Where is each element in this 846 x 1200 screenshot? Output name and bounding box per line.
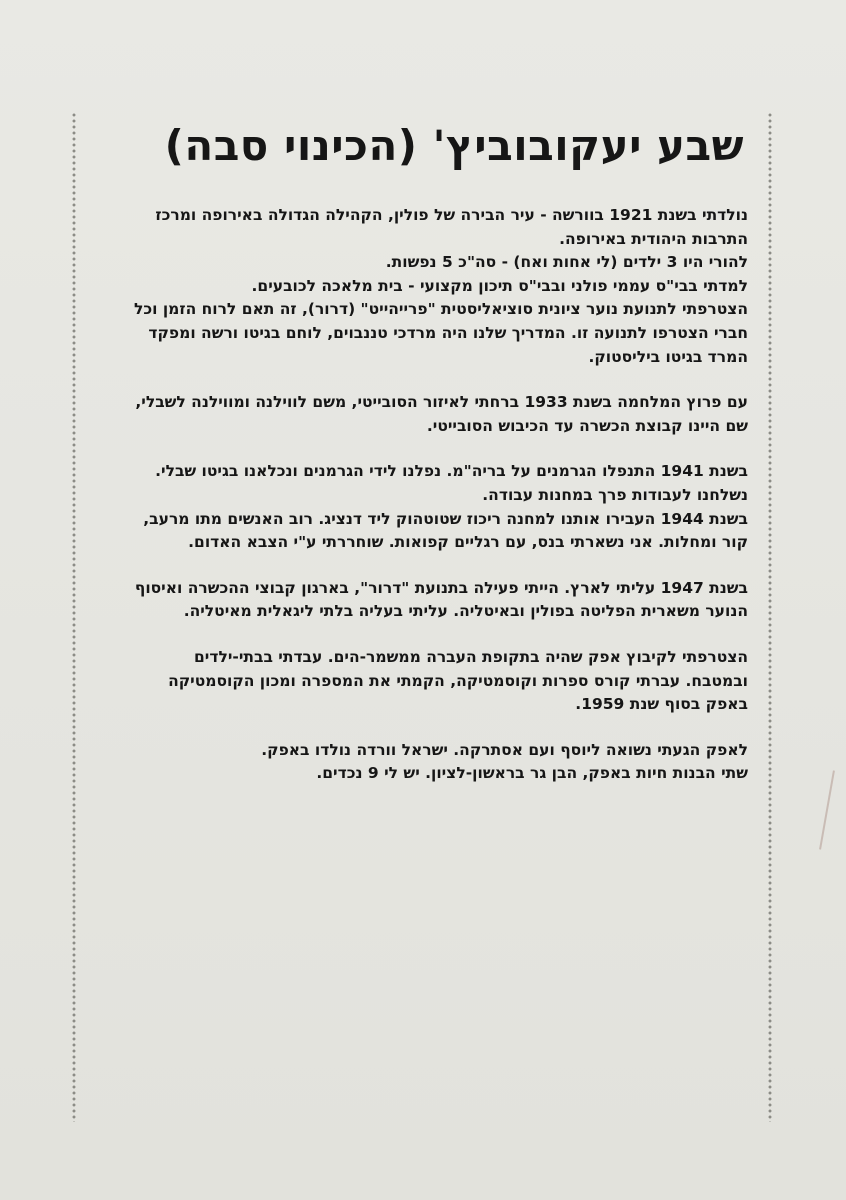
text-line: למדתי בבי"ס עממי פולני ובבי"ס תיכון מקצועי - בית מלאכה לכובעים. xyxy=(251,276,748,295)
text-line: בשנת 1944 העבירו אותנו למחנה ריכוז שטוטהוק ליד דנציג. רוב האנשים מתו מרעב, xyxy=(143,509,748,528)
text-line: חברי הצטרפו לתנועה זו. המדריך שלנו היה מרדכי טננבוים, לוחם בגיטו ורשה ומפקד xyxy=(148,323,748,342)
text-line: שם היינו קבוצת הכשרה עד הכיבוש הסובייטי. xyxy=(426,416,748,435)
text-line: נשלחנו לעבודות פרך במחנות עבודה. xyxy=(482,485,748,504)
paragraph-war-outbreak xyxy=(100,391,748,438)
text-line: המרד בגיטו ביליסטוק. xyxy=(588,347,748,366)
paragraph-ghetto-camps xyxy=(100,460,748,554)
text-line: בשנת 1947 עליתי לארץ. הייתי פעילה בתנועת "דרור", בארגון קבוצי ההכשרה ואיסוף xyxy=(134,578,748,597)
text-line: הצטרפתי לתנועת נוער ציונית סוציאליסטית "פרייהייט" (דרור), זה תאם לרוח הזמן וכל xyxy=(133,300,748,319)
text-line: להורי היו 3 ילדים (לי אחות ואח) - סה"כ 5 נפשות. xyxy=(385,253,748,272)
text-line: עם פרוץ המלחמה בשנת 1933 ברחתי לאיזור הסובייטי, משם לווילנה ומווילנה לשבלי, xyxy=(135,393,748,412)
text-line: הנוער משארית הפליטה בפולין ובאיטליה. עליתי בעליה בלתי ליגאלית מאיטליה. xyxy=(183,602,748,621)
document-body xyxy=(100,118,748,808)
paragraph-birth xyxy=(100,204,748,369)
paragraph-family xyxy=(100,739,748,786)
text-line: קור ומחלות. אני נשארתי בנס, עם רגליים קפואות. שוחררתי ע"י הצבא האדום. xyxy=(188,533,748,552)
text-line: ובמטבח. עברתי קורס ספרות וקוסמטיקה, הקמתי את המספרה ומכון הקוסמטיקה xyxy=(168,671,748,690)
text-line: הצטרפתי לקיבוץ אפק שהיה בתקופת העברה ממשמר-הים. עבדתי בבתי-ילדים xyxy=(194,647,748,666)
paragraph-aliyah xyxy=(100,577,748,624)
pen-mark xyxy=(819,770,835,849)
text-line: לאפק הגעתי נשואה ליוסף ועם אסתרקה. ישראל וורדה נולדו באפק. xyxy=(261,740,748,759)
dotted-border-right xyxy=(767,112,773,1122)
dotted-border-left xyxy=(71,112,77,1122)
text-line: התרבות היהודית באירופה. xyxy=(559,229,748,248)
text-line: בשנת 1941 התנפלו הגרמנים על בריה"מ. נפלנו לידי הגרמנים ונכלאנו בגיטו שבלי. xyxy=(155,462,748,481)
text-line: שתי הבנות חיות באפק, הבן גר בראשון-לציון. יש לי 9 נכדים. xyxy=(316,764,748,783)
page-title: שבע יעקובוביץ' (הכינוי סבה) xyxy=(164,121,744,170)
paragraph-kibbutz xyxy=(100,646,748,717)
text-line: באפק בסוף שנת 1959. xyxy=(575,695,748,714)
text-line: נולדתי בשנת 1921 בוורשה - עיר הבירה של פולין, הקהילה הגדולה באירופה ומרכז xyxy=(155,206,748,224)
